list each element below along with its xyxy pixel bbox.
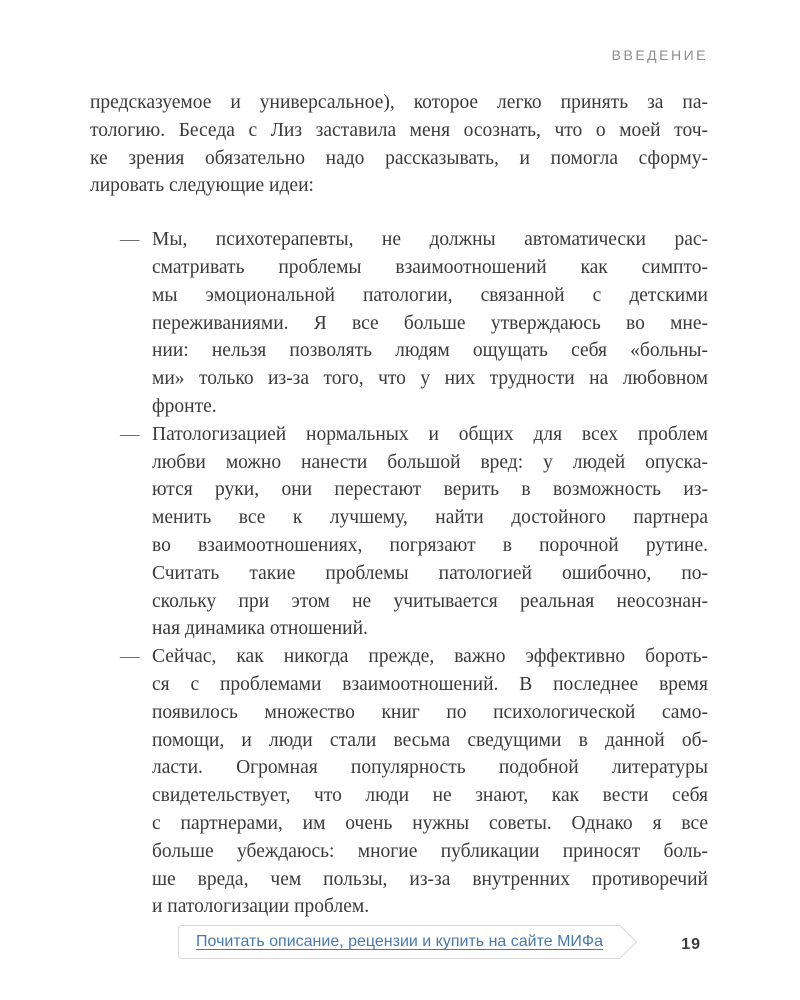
buy-link[interactable]: Почитать описание, рецензии и купить на сайте МИФа	[196, 933, 603, 950]
chevron-right-icon	[603, 925, 637, 959]
dash-marker: —	[120, 423, 140, 445]
chapter-running-header: ВВЕДЕНИЕ	[611, 47, 708, 63]
dash-marker: —	[120, 229, 140, 251]
bullet-list	[90, 226, 708, 921]
list-item	[90, 226, 708, 421]
list-item-text: Патологизацией нормальных и общих для всех проблем любви можно нанести большой вред: у людей опуска- ются руки, они перестают верить в возможность из- менить все к лучшему, найти достойного партнера во взаимоотношениях, погрязают в порочной рутине. Считать такие проблемы патологией ошибочно, по- скольку при этом не учитывается реальная неосознан- ная динамика отношений.	[152, 423, 708, 640]
intro-paragraph: предсказуемое и универсальное), которое легко принять за па- тологию. Беседа с Лиз заставила меня осознать, что о моей точ- ке зрения обязательно надо рассказывать, и помогла сформу- лировать следующие идеи:	[90, 92, 708, 197]
page-content	[90, 48, 708, 921]
page-number: 19	[681, 936, 701, 953]
list-item	[90, 421, 708, 643]
buy-link-banner[interactable]	[178, 925, 620, 959]
dash-marker: —	[120, 646, 140, 668]
list-item-text: Сейчас, как никогда прежде, важно эффективно бороть- ся с проблемами взаимоотношений. В последнее время появилось множество книг по психологической само- помощи, и люди стали весьма сведущими в данной об- ласти. Огромная популярность подобной литературы свидетельствует, что люди не знают, как вести себя с партнерами, им очень нужны советы. Однако я все больше убеждаюсь: многие публикации приносят боль- ше вреда, чем пользы, из-за внутренних противоречий и патологизации проблем.	[152, 646, 708, 918]
list-item	[90, 643, 708, 921]
list-item-text: Мы, психотерапевты, не должны автоматически рас- сматривать проблемы взаимоотношений как симпто- мы эмоциональной патологии, связанной с детскими переживаниями. Я все больше утверждаюсь во мне- нии: нельзя позволять людям ощущать себя «больны- ми» только из-за того, что у них трудности на любовном фронте.	[152, 229, 708, 417]
